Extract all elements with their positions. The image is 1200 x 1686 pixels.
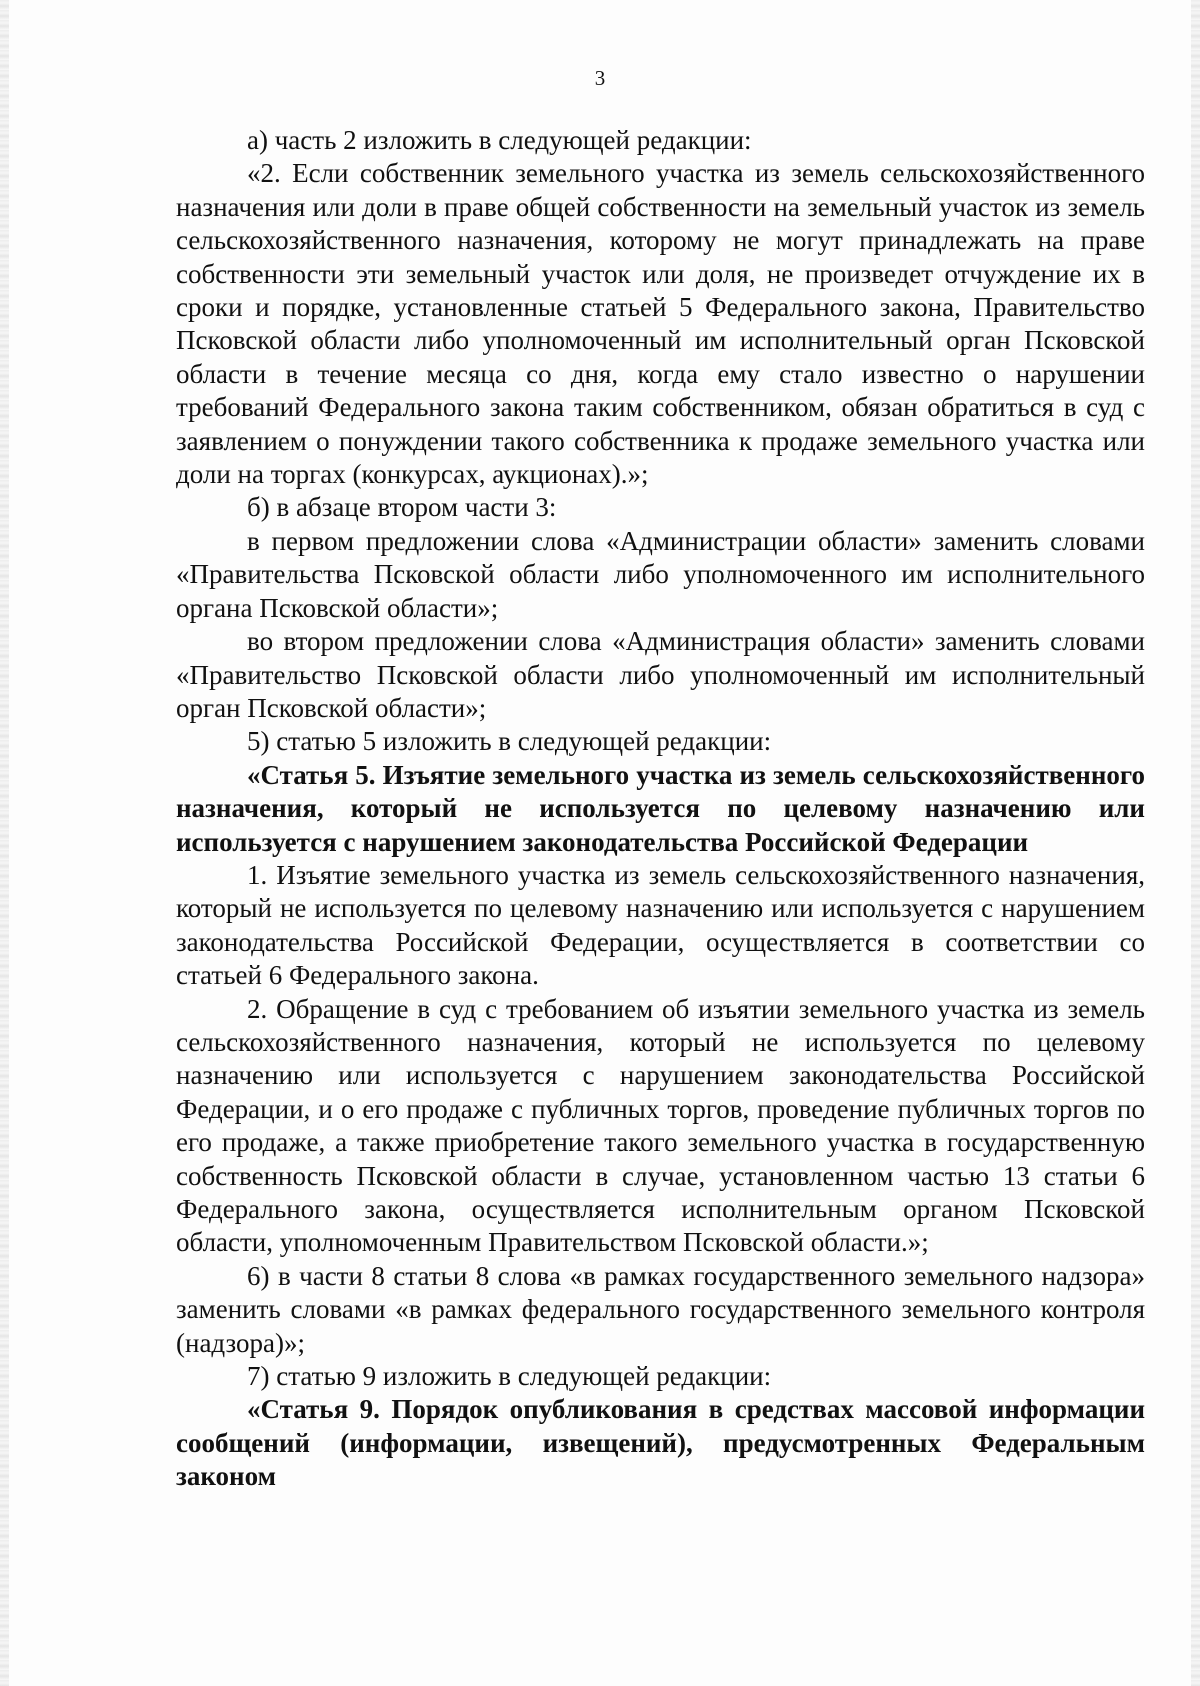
scan-edge-left <box>0 0 9 1686</box>
document-body <box>176 124 1145 1494</box>
article-5-heading: «Статья 5. Изъятие земельного участка из земель сельскохозяйственного назначения, который не используется по целевому назначению или используется с нарушением законодательства Российской Федерации <box>176 759 1145 857</box>
paragraph-amend-part-2: а) часть 2 изложить в следующей редакции: <box>247 125 752 155</box>
paragraph-part-2-text: «2. Если собственник земельного участка из земель сельскохозяйственного назначения или доли в праве общей собственности на земельный участок из земель сельскохозяйственного назначения, которому не могут принадлежать на праве собственности эти земельный участок или доля, не произведет отчуждение их в сроки и порядке, установленные статьей 5 Федерального закона, Правительство Псковской области либо уполномоченный им исполнительный орган Псковской области в течение месяца со дня, когда ему стало известно о нарушении требований Федерального закона таким собственником, обязан обратиться в суд с заявлением о понуждении такого собственника к продаже земельного участка или доли на торгах (конкурсах, аукционах).»; <box>176 158 1145 490</box>
page-number: 3 <box>594 66 606 90</box>
article-5-part-1: 1. Изъятие земельного участка из земель сельскохозяйственного назначения, который не используется по целевому назначению или используется с нарушением законодательства Российской Федерации, осуществляется в соответствии со статьей 6 Федерального закона. <box>176 859 1145 991</box>
article-5-part-2: 2. Обращение в суд с требованием об изъятии земельного участка из земель сельскохозяйственного назначения, который не используется по целевому назначению или используется с нарушением законодательства Российской Федерации, и о его продаже с публичных торгов, проведение публичных торгов по его продаже, а также приобретение такого земельного участка в государственную собственность Псковской области в случае, установленном частью 13 статьи 6 Федерального закона, осуществляется исполнительным органом Псковской области, уполномоченным Правительством Псковской области.»; <box>176 993 1145 1258</box>
paragraph-amend-part-3: б) в абзаце втором части 3: <box>247 492 557 523</box>
paragraph-first-sentence-replace: в первом предложении слова «Администрации области» заменить словами «Правительства Псковской области либо уполномоченного им исполнительного органа Псковской области»; <box>176 525 1145 623</box>
paragraph-amend-article-9: 7) статью 9 изложить в следующей редакции: <box>247 1361 772 1392</box>
paragraph-second-sentence-replace: во втором предложении слова «Администрация области» заменить словами «Правительство Псковской области либо уполномоченный им исполнительный орган Псковской области»; <box>176 626 1145 723</box>
article-9-heading: «Статья 9. Порядок опубликования в средствах массовой информации сообщений (информации, извещений), предусмотренных Федеральным законом <box>176 1394 1145 1492</box>
paragraph-amend-article-5: 5) статью 5 изложить в следующей редакции: <box>247 726 772 757</box>
paragraph-amend-article-8: 6) в части 8 статьи 8 слова «в рамках государственного земельного надзора» заменить словами «в рамках федерального государственного земельного контроля (надзора)»; <box>176 1260 1145 1358</box>
scan-edge-right <box>1191 0 1200 1686</box>
